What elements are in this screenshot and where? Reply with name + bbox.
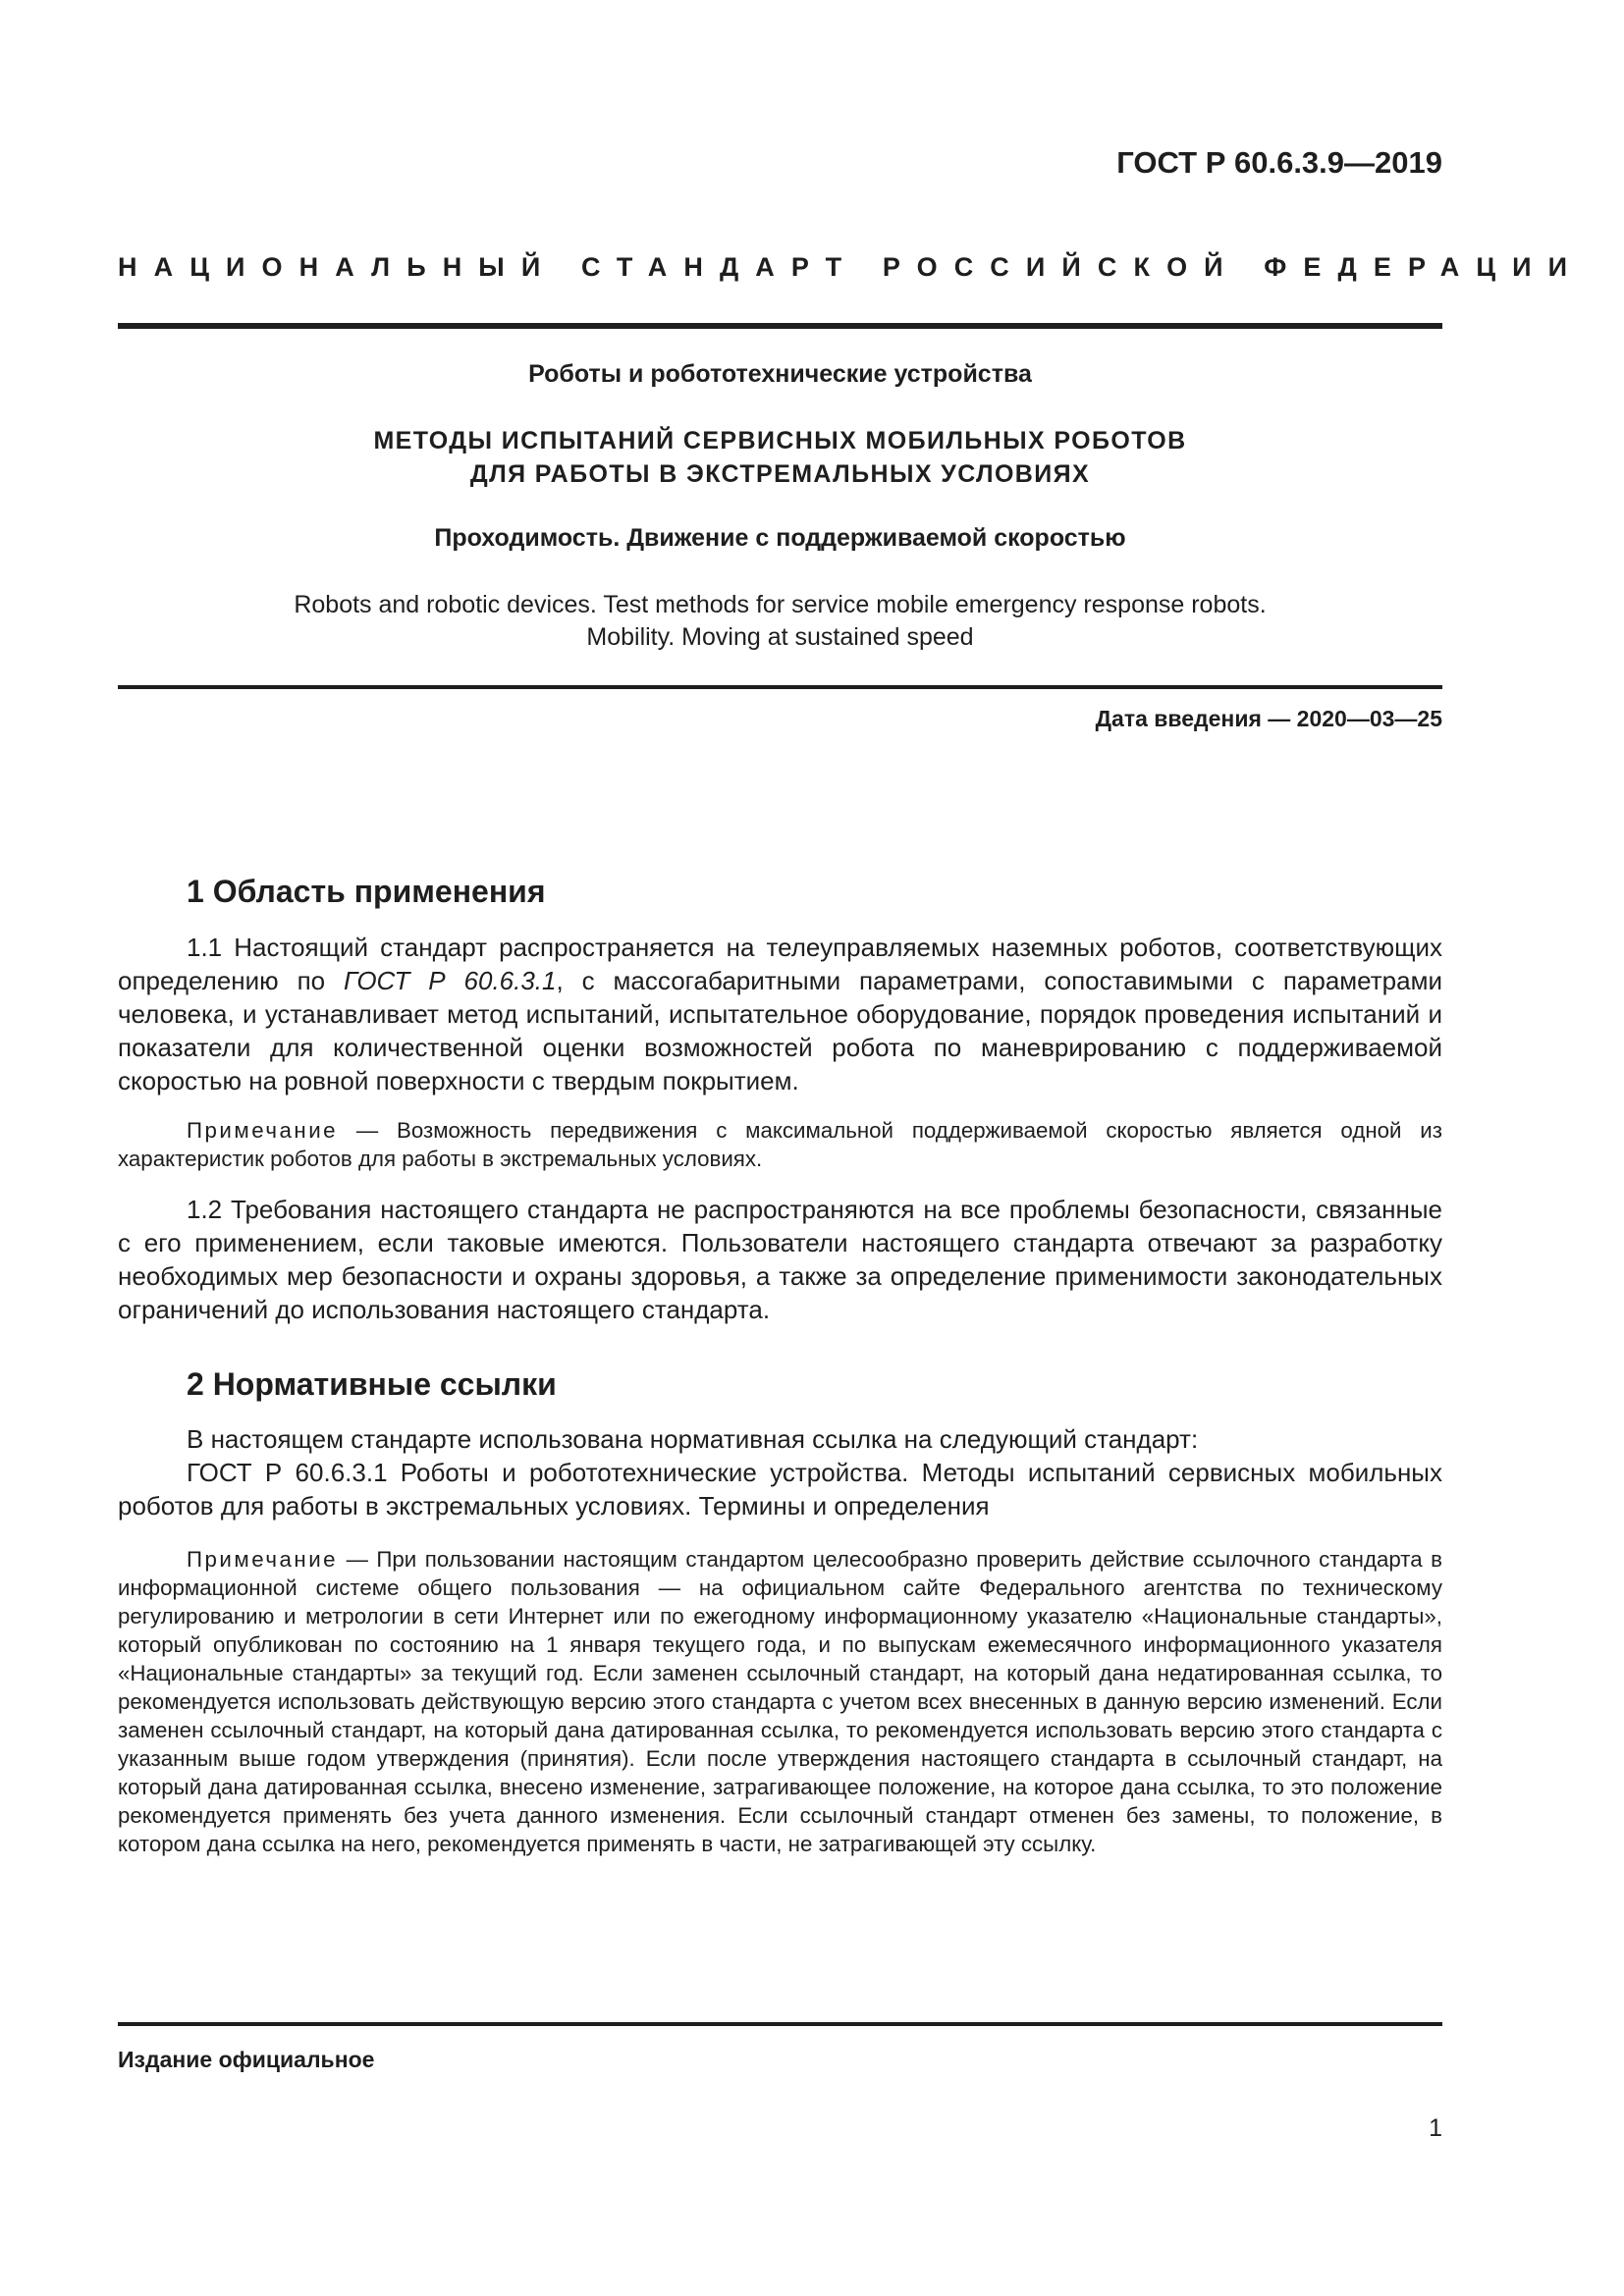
- paragraph-2-reference: ГОСТ Р 60.6.3.1 Роботы и робототехнические устройства. Методы испытаний сервисных мобильных роботов для работы в экстремальных условиях. Термины и определения: [118, 1458, 1442, 1521]
- paragraph-1-1: [118, 931, 1442, 1097]
- note-2-lead: Примечание: [187, 1547, 339, 1572]
- note-2-text: — При пользовании настоящим стандартом целесообразно проверить действие ссылочного стандарта в информационной системе общего пользования — на официальном сайте Федерального агентства по техническому регулированию и метрологии в сети Интернет или по ежегодному информационному указателю «Национальные стандарты», который опубликован по состоянию на 1 января текущего года, и по выпускам ежемесячного информационного указателя «Национальные стандарты» за текущий год. Если заменен ссылочный стандарт, на который дана недатированная ссылка, то рекомендуется использовать действующую версию этого стандарта с учетом всех внесенных в данную версию изменений. Если заменен ссылочный стандарт, на который дана датированная ссылка, то рекомендуется использовать версию этого стандарта с указанным выше годом утверждения (принятия). Если после утверждения настоящего стандарта в ссылочный стандарт, на который дана датированная ссылка, внесено изменение, затрагивающее положение, на которое дана ссылка, то это положение рекомендуется применять без учета данного изменения. Если ссылочный стандарт отменен без замены, то положение, в котором дана ссылка на него, рекомендуется применять в части, не затрагивающей эту ссылку.: [118, 1547, 1442, 1856]
- title-divider: [118, 685, 1442, 689]
- main-title: [118, 424, 1442, 491]
- top-divider: [118, 323, 1442, 329]
- paragraph-1-1-text-start: 1.1 Настоящий стандарт распространяется на телеуправляемых наземных роботов, соответствующих определению по: [118, 933, 1442, 995]
- subtitle-mobility: Проходимость. Движение с поддерживаемой скоростью: [434, 524, 1126, 552]
- english-title: [118, 589, 1442, 654]
- official-edition-label: Издание официальное: [118, 2047, 375, 2072]
- paragraph-1-2: 1.2 Требования настоящего стандарта не распространяются на все проблемы безопасности, связанные с его применением, если таковые имеются. Пользователи настоящего стандарта отвечают за разработку необходимых мер безопасности и охраны здоровья, а также за определение применимости законодательных ограничений до использования настоящего стандарта.: [118, 1195, 1442, 1324]
- page-number: 1: [1429, 2114, 1442, 2142]
- note-1-text: — Возможность передвижения с максимальной поддерживаемой скоростью является одной из характеристик роботов для работы в экстремальных условиях.: [118, 1118, 1442, 1171]
- main-title-line-2: ДЛЯ РАБОТЫ В ЭКСТРЕМАЛЬНЫХ УСЛОВИЯХ: [469, 460, 1091, 488]
- note-2: [118, 1545, 1442, 1858]
- english-title-line-2: Mobility. Moving at sustained speed: [586, 623, 974, 651]
- subtitle-robots: Роботы и робототехнические устройства: [528, 360, 1032, 388]
- introduction-date: Дата введения — 2020—03—25: [1095, 706, 1442, 731]
- section-2-title: 2 Нормативные ссылки: [187, 1366, 557, 1402]
- english-title-line-1: Robots and robotic devices. Test methods for service mobile emergency response robots.: [294, 591, 1267, 618]
- main-title-line-1: МЕТОДЫ ИСПЫТАНИЙ СЕРВИСНЫХ МОБИЛЬНЫХ РОБОТОВ: [373, 427, 1187, 454]
- footer-divider: [118, 2022, 1442, 2026]
- section-1-title: 1 Область применения: [187, 874, 546, 909]
- paragraph-2-intro: В настоящем стандарте использована нормативная ссылка на следующий стандарт:: [187, 1424, 1199, 1454]
- standard-code: ГОСТ Р 60.6.3.9—2019: [1116, 145, 1442, 180]
- paragraph-1-1-text-end: , с массогабаритными параметрами, сопоставимыми с параметрами человека, и устанавливает метод испытаний, испытательное оборудование, порядок проведения испытаний и показатели для количественной оценки возможностей робота по маневрированию с поддерживаемой скоростью на ровной поверхности с твердым покрытием.: [118, 966, 1442, 1095]
- national-standard-heading: НАЦИОНАЛЬНЫЙ СТАНДАРТ РОССИЙСКОЙ ФЕДЕРАЦИИ: [118, 252, 1585, 282]
- standard-reference: ГОСТ Р 60.6.3.1: [344, 966, 557, 995]
- note-1-lead: Примечание: [187, 1118, 339, 1143]
- note-1: [118, 1116, 1442, 1173]
